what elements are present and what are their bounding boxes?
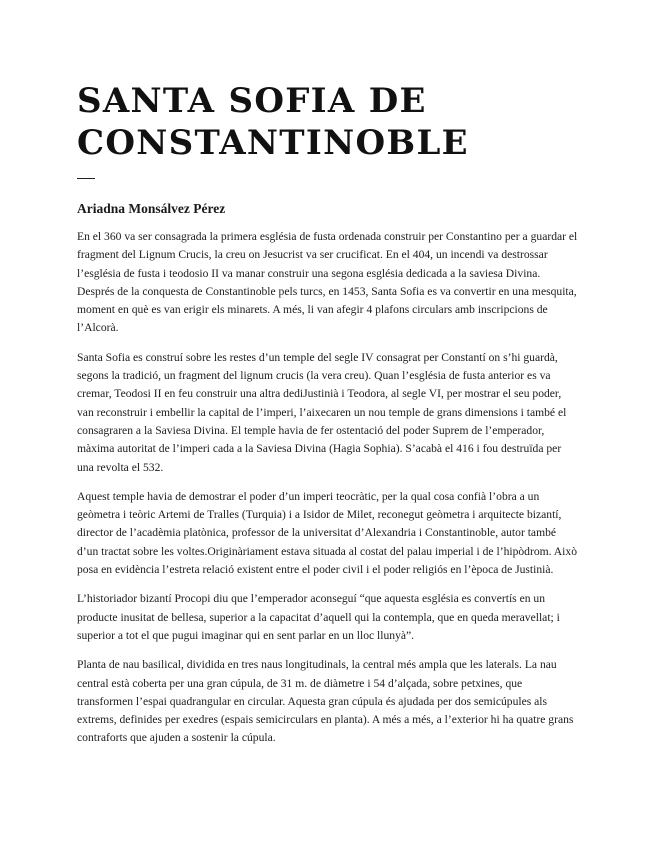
paragraph-2: Santa Sofia es construí sobre les restes d’un temple del segle IV consagrat per Constantí on s’hi guardà, segons la tradició, un fragment del lignum crucis (la vera creu). Quan l’església de fusta anterior es va cremar, Teodosi II en feu construir una altra dediJustinià i Teodora, al segle VI, per mostrar el seu poder, van reconstruir i embellir la capital de l’imperi, l’aixecaren un nou temple de grans dimensions i també el consagraren a la Saviesa Divina. El temple havia de fer ostentació del poder Suprem de l’emperador, màxima autoritat de l’imperi cada a la Saviesa Divina (Hagia Sophia). S’acabà el 416 i fou destruïda per una revolta el 532. (77, 350, 567, 474)
paragraph-4: L’historiador bizantí Procopi diu que l’emperador aconseguí “que aquesta església es convertís en un producte inusitat de bellesa, superior a la capacitat d’aquell qui la contempla, que en queda meravellat; i superior a tot el que pugui imaginar qui en sent parlar en un lloc llunyà”. (77, 592, 560, 642)
paragraph-1: En el 360 va ser consagrada la primera església de fusta ordenada construir per Constantino per a guardar el fragment del Lignum Crucis, la creu on Jesucrist va ser crucificat. En el 404, un incendi va destrossar l’església de fusta i teodosio II va manar construir una segona església dedicada a la saviesa Divina. Després de la conquesta de Constantinoble pels turcs, en 1453, Santa Sofia es va convertir en una mesquita, moment en què es van erigir els minarets. A més, li van afegir 4 plafons circulars amb inscripcions de l’Alcorà. (77, 230, 578, 335)
document-page (77, 80, 579, 759)
paragraph-3: Aquest temple havia de demostrar el poder d’un imperi teocràtic, per la qual cosa confià l’obra a un geòmetra i teòric Artemi de Tralles (Turquia) i a Isidor de Milet, reconegut geòmetra i arquitecte bizantí, director de l’acadèmia platònica, professor de la universitat d’Alexandria i Constantinoble, autor també d’un tractat sobre les voltes.Originàriament estava situada al costat del palau imperial i de l’hipòdrom. Això posa en evidència l’estreta relació existent entre el poder civil i el poder religiós en l’època de Justinià. (77, 489, 577, 577)
page-title: SANTA SOFIA DE CONSTANTINOBLE (77, 81, 469, 163)
paragraph-5: Planta de nau basilical, dividida en tres naus longitudinals, la central més ampla que les laterals. La nau central està coberta per una gran cúpula, de 31 m. de diàmetre i 54 d’alçada, sobre petxines, que transformen l’espai quadrangular en circular. Aquesta gran cúpula és ajudada per dos semicúpules als extrems, definides per exedres (espais semicirculars en planta). A més a més, a l’exterior hi ha quatre grans contraforts que ajuden a sostenir la cúpula. (77, 658, 574, 745)
title-divider (77, 178, 95, 179)
author-name: Ariadna Monsálvez Pérez (77, 201, 226, 216)
